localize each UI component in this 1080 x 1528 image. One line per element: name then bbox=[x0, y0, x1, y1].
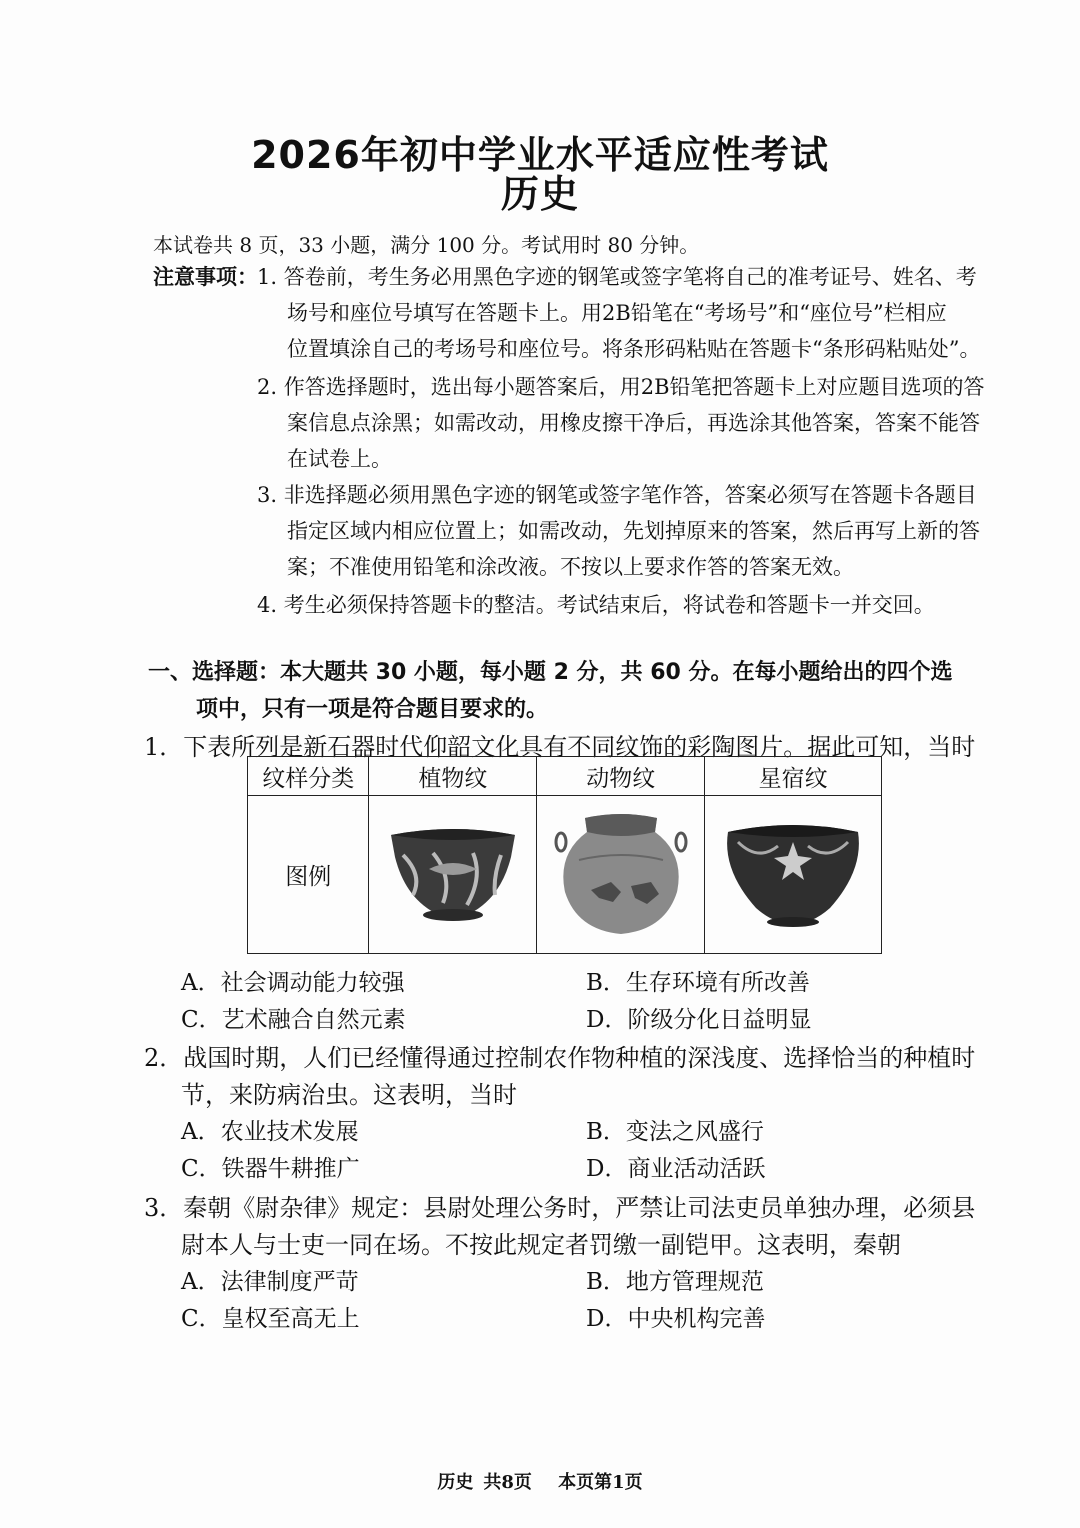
q1-option-a: A．社会调动能力较强 bbox=[181, 970, 405, 996]
star-pattern-pottery-image bbox=[705, 796, 882, 954]
q2-option-a: A．农业技术发展 bbox=[181, 1119, 359, 1145]
notice-line: 位置填涂自己的考场号和座位号。将条形码粘贴在答题卡“条形码粘贴处”。 bbox=[287, 337, 981, 361]
q3-option-c: C．皇权至高无上 bbox=[181, 1306, 360, 1332]
page-footer bbox=[0, 1468, 1080, 1494]
q2-stem-cont: 节，来防病治虫。这表明，当时 bbox=[181, 1081, 517, 1109]
footer-page-number: 本页第1页 bbox=[558, 1472, 643, 1493]
notice-line: 案信息点涂黑；如需改动，用橡皮擦干净后，再选涂其他答案，答案不能答 bbox=[287, 411, 980, 435]
notice-line: 1. 答卷前，考生务必用黑色字迹的钢笔或签字笔将自己的准考证号、姓名、考 bbox=[257, 265, 977, 289]
q2-stem: 2．战国时期，人们已经懂得通过控制农作物种植的深浅度、选择恰当的种植时 bbox=[144, 1044, 976, 1072]
section-heading-cont: 项中，只有一项是符合题目要求的。 bbox=[196, 697, 549, 722]
exam-intro: 本试卷共 8 页，33 小题，满分 100 分。考试用时 80 分钟。 bbox=[153, 233, 700, 257]
q1-option-b: B．生存环境有所改善 bbox=[586, 970, 810, 996]
notice-line: 2. 作答选择题时，选出每小题答案后，用2B铅笔把答题卡上对应题目选项的答 bbox=[257, 375, 985, 399]
notice-line: 场号和座位号填写在答题卡上。用2B铅笔在“考场号”和“座位号”栏相应 bbox=[287, 301, 947, 325]
exam-title: 2026年初中学业水平适应性考试 bbox=[251, 133, 829, 177]
q1-option-c: C．艺术融合自然元素 bbox=[181, 1007, 406, 1033]
animal-pattern-pottery-image bbox=[537, 796, 705, 954]
q3-option-d: D．中央机构完善 bbox=[586, 1306, 766, 1332]
notice-line: 指定区域内相应位置上；如需改动，先划掉原来的答案，然后再写上新的答 bbox=[287, 519, 980, 543]
notice-line: 在试卷上。 bbox=[287, 447, 392, 471]
footer-total-pages: 共8页 bbox=[483, 1472, 532, 1493]
table-header: 星宿纹 bbox=[705, 757, 882, 796]
section-heading: 一、选择题：本大题共 30 小题，每小题 2 分，共 60 分。在每小题给出的四个选 bbox=[148, 660, 953, 685]
q1-option-d: D．阶级分化日益明显 bbox=[586, 1007, 812, 1033]
table-header: 纹样分类 bbox=[248, 757, 369, 796]
notice-label: 注意事项： bbox=[153, 265, 258, 289]
q3-stem: 3．秦朝《尉杂律》规定：县尉处理公务时，严禁让司法吏员单独办理，必须县 bbox=[144, 1194, 976, 1222]
table-header: 植物纹 bbox=[369, 757, 537, 796]
q2-option-c: C．铁器牛耕推广 bbox=[181, 1156, 360, 1182]
q3-option-b: B．地方管理规范 bbox=[586, 1269, 764, 1295]
q2-option-d: D．商业活动活跃 bbox=[586, 1156, 766, 1182]
q3-stem-cont: 尉本人与士吏一同在场。不按此规定者罚缴一副铠甲。这表明，秦朝 bbox=[181, 1231, 901, 1259]
plant-pattern-pottery-image bbox=[369, 796, 537, 954]
q3-option-a: A．法律制度严苛 bbox=[181, 1269, 359, 1295]
notice-line: 3. 非选择题必须用黑色字迹的钢笔或签字笔作答，答案必须写在答题卡各题目 bbox=[257, 483, 977, 507]
footer-subject: 历史 bbox=[437, 1472, 474, 1493]
table-header: 动物纹 bbox=[537, 757, 705, 796]
notice-line: 案；不准使用铅笔和涂改液。不按以上要求作答的答案无效。 bbox=[287, 555, 854, 579]
q1-stem: 1．下表所列是新石器时代仰韶文化具有不同纹饰的彩陶图片。据此可知，当时 bbox=[144, 733, 976, 761]
pottery-pattern-table bbox=[247, 756, 882, 954]
table-row-label: 图例 bbox=[248, 796, 369, 954]
subject-title: 历史 bbox=[500, 172, 579, 216]
notice-line: 4. 考生必须保持答题卡的整洁。考试结束后，将试卷和答题卡一并交回。 bbox=[257, 593, 935, 617]
q2-option-b: B．变法之风盛行 bbox=[586, 1119, 764, 1145]
